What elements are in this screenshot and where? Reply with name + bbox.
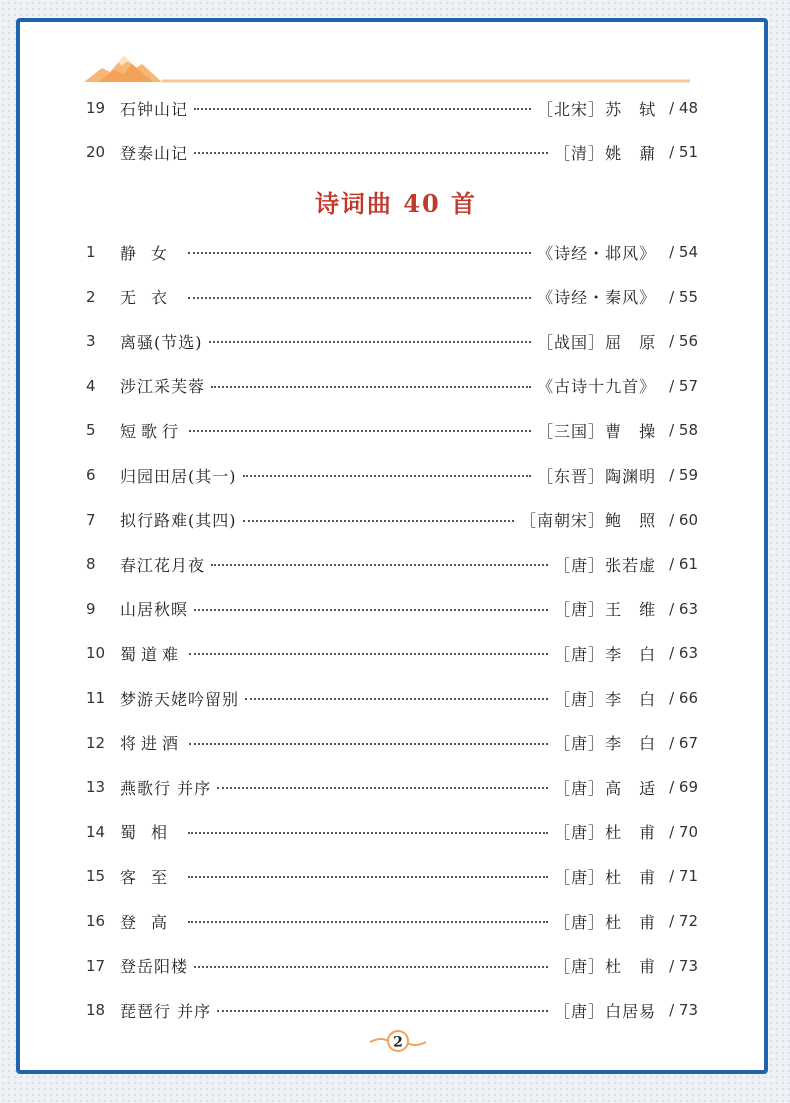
entry-number: 11 <box>86 689 106 707</box>
entry-dynasty: ［东晋］ <box>537 466 606 486</box>
toc-entry-1[interactable] <box>86 238 698 266</box>
entry-title: 春江花月夜 <box>120 555 206 575</box>
entry-title: 蜀相 <box>120 823 183 843</box>
dot-leader <box>245 688 548 700</box>
dot-leader <box>188 287 531 299</box>
entry-number: 2 <box>86 287 96 306</box>
entry-title: 无衣 <box>120 288 183 308</box>
toc-entry-16[interactable] <box>86 907 698 935</box>
dot-leader <box>189 643 548 655</box>
entry-number: 12 <box>86 733 106 752</box>
entry-number: 13 <box>86 778 106 797</box>
toc-entry-20[interactable] <box>86 138 698 166</box>
entry-author: 李 白 <box>605 734 657 754</box>
entry-author: 鲍 照 <box>605 511 657 531</box>
toc-entry-10[interactable] <box>86 639 698 667</box>
toc-entry-6[interactable] <box>86 461 698 489</box>
entry-number: 20 <box>86 143 106 161</box>
entry-title: 登高 <box>120 912 183 932</box>
entry-title: 涉江采芙蓉 <box>120 377 206 397</box>
entry-dynasty: ［北宋］ <box>537 99 606 119</box>
entry-title: 梦游天姥吟留别 <box>120 689 240 709</box>
entry-number: 3 <box>86 332 96 351</box>
entry-page: / 59 <box>669 466 698 484</box>
entry-page: / 63 <box>669 644 698 663</box>
entry-author: 李 白 <box>605 644 657 664</box>
entry-dynasty: ［唐］ <box>554 912 606 932</box>
entry-dynasty: ［唐］ <box>554 867 606 887</box>
toc-entry-19[interactable] <box>86 94 698 122</box>
entry-title: 登泰山记 <box>120 143 189 163</box>
dot-leader <box>217 1000 548 1012</box>
dot-leader <box>211 376 531 388</box>
entry-page: / 55 <box>669 287 698 306</box>
dot-leader <box>188 911 548 923</box>
footer-page-number: 2 <box>393 1034 403 1051</box>
dot-leader <box>243 465 532 477</box>
entry-dynasty: 《古诗十九首》 <box>537 377 657 397</box>
entry-page: / 61 <box>669 555 698 574</box>
entry-page: / 60 <box>669 510 698 529</box>
entry-title: 石钟山记 <box>120 99 189 119</box>
entry-page: / 71 <box>669 867 698 886</box>
toc-entry-8[interactable] <box>86 550 698 578</box>
entry-title: 离骚(节选) <box>120 332 203 352</box>
dot-leader <box>194 956 548 968</box>
toc-entry-4[interactable] <box>86 372 698 400</box>
dot-leader <box>209 331 532 343</box>
dot-leader <box>243 510 515 522</box>
entry-dynasty: 《诗经・秦风》 <box>537 288 657 308</box>
dot-leader <box>217 777 548 789</box>
entry-author: 杜 甫 <box>605 823 657 843</box>
entry-page: / 70 <box>669 822 698 841</box>
toc-entry-3[interactable] <box>86 327 698 355</box>
toc-entry-18[interactable] <box>86 996 698 1024</box>
dot-leader <box>211 554 548 566</box>
entry-title: 山居秋暝 <box>120 600 189 620</box>
entry-number: 9 <box>86 599 96 618</box>
entry-page: / 58 <box>669 421 698 440</box>
entry-page: / 73 <box>669 956 698 975</box>
toc-entry-2[interactable] <box>86 283 698 311</box>
entry-author: 高 适 <box>605 778 657 798</box>
page-number-badge <box>368 1026 428 1056</box>
entry-page: / 51 <box>669 143 698 161</box>
entry-title: 拟行路难(其四) <box>120 511 237 531</box>
toc-entry-13[interactable] <box>86 773 698 801</box>
entry-page: / 72 <box>669 912 698 930</box>
dot-leader <box>188 866 548 878</box>
entry-author: 屈 原 <box>605 332 657 352</box>
entry-page: / 66 <box>669 689 698 707</box>
entry-title: 蜀道难 <box>120 644 184 664</box>
entry-author: 杜 甫 <box>605 867 657 887</box>
entry-dynasty: ［战国］ <box>537 332 606 352</box>
entry-number: 7 <box>86 510 96 529</box>
entry-title: 登岳阳楼 <box>120 957 189 977</box>
toc-entry-15[interactable] <box>86 862 698 890</box>
toc-entry-11[interactable] <box>86 684 698 712</box>
entry-author: 王 维 <box>605 600 657 620</box>
entry-dynasty: ［唐］ <box>554 957 606 977</box>
entry-title: 客至 <box>120 867 183 887</box>
entry-dynasty: 《诗经・邶风》 <box>537 243 657 263</box>
toc-entry-5[interactable] <box>86 416 698 444</box>
entry-page: / 57 <box>669 376 698 395</box>
entry-title: 归园田居(其一) <box>120 466 237 486</box>
entry-author: 苏 轼 <box>605 99 657 119</box>
dot-leader <box>188 822 548 834</box>
dot-leader <box>194 142 548 154</box>
entry-number: 1 <box>86 243 96 261</box>
entry-dynasty: ［唐］ <box>554 555 606 575</box>
entry-title: 静女 <box>120 243 183 263</box>
book-page <box>16 18 768 1074</box>
entry-dynasty: ［唐］ <box>554 689 606 709</box>
entry-author: 陶渊明 <box>605 466 657 486</box>
entry-page: / 63 <box>669 599 698 618</box>
entry-page: / 54 <box>669 243 698 261</box>
entry-number: 19 <box>86 99 106 117</box>
entry-number: 15 <box>86 867 106 886</box>
entry-number: 6 <box>86 466 96 484</box>
entry-dynasty: ［唐］ <box>554 734 606 754</box>
entry-dynasty: ［三国］ <box>537 421 606 441</box>
entry-number: 18 <box>86 1001 106 1020</box>
entry-dynasty: ［唐］ <box>554 823 606 843</box>
entry-title: 琵琶行 并序 <box>120 1001 212 1021</box>
dot-leader <box>194 599 548 611</box>
entry-dynasty: ［南朝宋］ <box>520 511 606 531</box>
dot-leader <box>189 420 531 432</box>
entry-author: 白居易 <box>605 1001 657 1021</box>
entry-title: 燕歌行 并序 <box>120 778 212 798</box>
entry-author: 张若虚 <box>605 555 657 575</box>
entry-author: 曹 操 <box>605 421 657 441</box>
entry-page: / 56 <box>669 332 698 351</box>
entry-page: / 67 <box>669 733 698 752</box>
toc-entry-12[interactable] <box>86 729 698 757</box>
mountain-header-decoration <box>84 50 694 84</box>
entry-author: 姚 鼐 <box>605 143 657 163</box>
toc-entry-17[interactable] <box>86 952 698 980</box>
entry-title: 将进酒 <box>120 734 184 754</box>
entry-author: 杜 甫 <box>605 912 657 932</box>
entry-number: 16 <box>86 912 106 930</box>
entry-author: 李 白 <box>605 689 657 709</box>
entry-number: 5 <box>86 421 96 440</box>
entry-dynasty: ［唐］ <box>554 600 606 620</box>
toc-entry-7[interactable] <box>86 506 698 534</box>
entry-dynasty: ［清］ <box>554 143 606 163</box>
entry-title: 短歌行 <box>120 421 184 441</box>
entry-author: 杜 甫 <box>605 957 657 977</box>
dot-leader <box>194 98 531 110</box>
toc-entry-14[interactable] <box>86 818 698 846</box>
entry-page: / 73 <box>669 1001 698 1020</box>
entry-number: 14 <box>86 822 106 841</box>
entry-page: / 48 <box>669 99 698 117</box>
entry-dynasty: ［唐］ <box>554 644 606 664</box>
entry-page: / 69 <box>669 778 698 797</box>
dot-leader <box>189 733 548 745</box>
section-title: 诗词曲 40 首 <box>314 189 478 218</box>
entry-number: 17 <box>86 956 106 975</box>
entry-dynasty: ［唐］ <box>554 778 606 798</box>
dot-leader <box>188 242 531 254</box>
toc-entry-9[interactable] <box>86 595 698 623</box>
entry-number: 8 <box>86 555 96 574</box>
entry-dynasty: ［唐］ <box>554 1001 606 1021</box>
entry-number: 10 <box>86 644 106 663</box>
entry-number: 4 <box>86 376 96 395</box>
